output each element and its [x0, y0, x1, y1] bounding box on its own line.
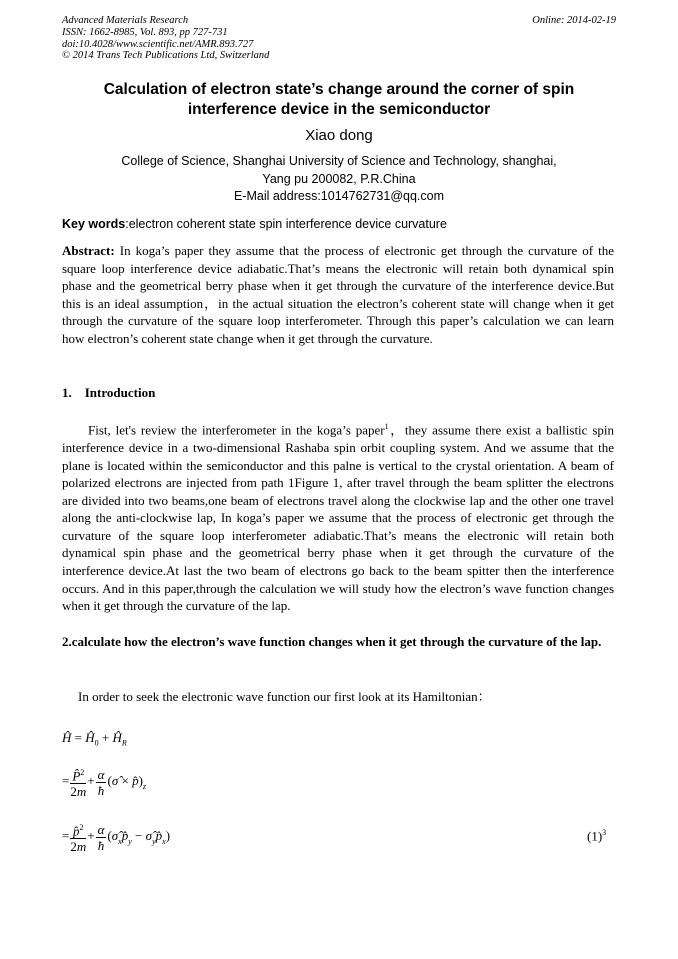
title-line-2: interference device in the semiconductor: [187, 101, 491, 118]
paper-title: [62, 80, 616, 120]
abstract-text: In koga’s paper they assume that the process of electronic get through the curvature of the square loop interference device adiabatic.That’s means the electronic will retain both dynamical spin phase and the geometrical berry phase when it get through the curvature of the interference device.But this is an ideal assumption，in the actual situation the electron’s coherent state will change when it get through the curvature of the square loop interferometer. Through this paper’s calculation we can learn how electron’s coherent state change when it get through the curvature.: [62, 243, 614, 346]
title-line-1: Calculation of electron state’s change around the corner of spin: [103, 81, 575, 98]
section-2-heading: 2.calculate how the electron’s wave function changes when it get through the curvature of the lap.: [62, 634, 602, 649]
equation-hamiltonian-cross: = $\frac{P̂^2}{2m}$ + $\frac{\alpha}{ħ}$ (σ̂ × $p̂)_z$: [62, 766, 147, 800]
equation-number-text: (1): [587, 828, 603, 844]
keywords: [62, 217, 447, 231]
keywords-label: Key words: [62, 217, 126, 231]
affiliation-email: E-Mail address:1014762731@qq.com: [233, 189, 445, 203]
copyright-line: © 2014 Trans Tech Publications Ltd, Switzerland: [62, 50, 270, 62]
hamiltonian-intro: In order to seek the electronic wave function our first look at its Hamiltonian：: [78, 689, 491, 704]
abstract-label: Abstract:: [62, 243, 115, 258]
equation-hamiltonian-expanded: = $\frac{p̂^2}{2m}$ + $\frac{\alpha}{ħ}$ ($\sigmâ_xp̂_y$ − $\sigmâ_yp̂_x$): [62, 821, 171, 855]
introduction-paragraph: [62, 418, 614, 615]
author-name: Xiao dong: [305, 127, 373, 144]
affiliation-line-2: Yang pu 200082, P.R.China: [262, 171, 416, 186]
journal-info: [62, 15, 269, 62]
doi-line: doi:10.4028/www.scientific.net/AMR.893.727: [62, 38, 254, 50]
equation-number: [587, 828, 606, 844]
keywords-text: :electron coherent state spin interference device curvature: [125, 217, 447, 231]
section-1-heading: 1. Introduction: [62, 385, 156, 400]
journal-name: Advanced Materials Research: [62, 15, 189, 26]
affiliation-line-1: College of Science, Shanghai University of Science and Technology, shanghai,: [121, 154, 557, 168]
citation-superscript: 1: [384, 422, 389, 431]
intro-text-part-1: Fist, let's review the interferometer in the koga’s paper: [88, 422, 385, 438]
abstract: [62, 242, 614, 348]
affiliation: [62, 153, 616, 206]
online-date: Online: 2014-02-19: [532, 15, 616, 26]
issn-line: ISSN: 1662-8985, Vol. 893, pp 727-731: [62, 26, 228, 38]
intro-text-part-2: ，they assume there exist a ballistic spin interference device in a two-dimensional Rashaba spin orbit coupling system. And we assume that the plane is located within the semiconductor and this palne is vertical to the crystal orientation. A beam of polarized electrons are injected from path 1Figure 1, after travel through the beam splitter the electrons are divided into two beams,one beam of electrons travel along the clockwise lap and the other one travel along the anti-clockwise lap, In koga’s paper we assume that the process of electronic get through the curvature of the square loop interferometer adiabatic.That’s means the electronic will retain both dynamical spin phase and the geometrical berry phase when it get through the curvature of the interference device.At last the two beam of electrons go back to the beam spitter then the interference occurs. And in this paper,through the calculation we will study how the electron’s wave function changes when it get through the curvature of the lap.: [62, 422, 614, 614]
equation-hamiltonian-sum: Ĥ = $Ĥ_0$ + $Ĥ_R$: [62, 730, 127, 748]
equation-reference-superscript: 3: [602, 828, 607, 837]
